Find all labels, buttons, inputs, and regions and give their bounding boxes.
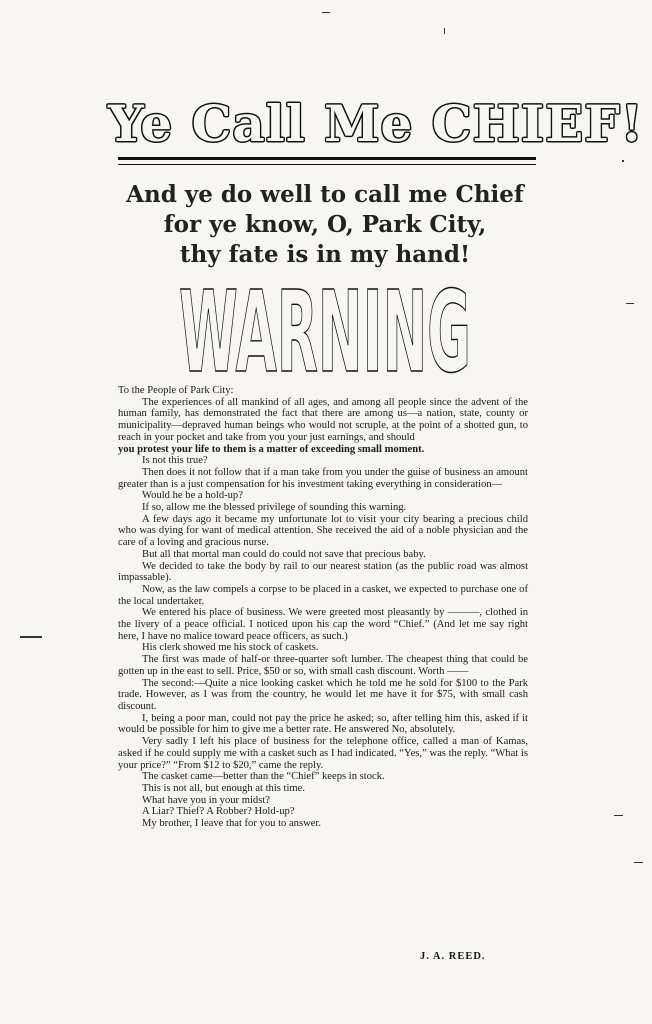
subtitle-line-3: thy fate is in my hand! bbox=[179, 241, 471, 268]
scan-mark bbox=[444, 28, 445, 34]
paragraph: Would he be a hold-up? bbox=[142, 490, 243, 502]
paragraph: The first was made of half-or three-quarter soft lumber. The cheapest thing that could be gotten up in the east to sell. Price, $50 or so, with small cash discount. Worth —— bbox=[118, 654, 528, 677]
paragraph: Very sadly I left his place of business for the telephone office, called a man of Kamas, asked if he could supply me with a casket such as I had indicated. “Yes,” was the reply. “What is your price?” “From $12 to $20,” came the reply. bbox=[118, 736, 528, 771]
paragraph: But all that mortal man could do could not save that precious baby. bbox=[142, 548, 426, 560]
salutation: To the People of Park City: bbox=[118, 385, 234, 396]
paragraph: you protest your life to them is a matter of exceeding small moment. bbox=[118, 443, 425, 455]
page-title: Ye Call Me CHIEF! bbox=[108, 94, 644, 153]
letter-body bbox=[118, 385, 528, 830]
paragraph: Is not this true? bbox=[142, 455, 208, 467]
scan-mark bbox=[614, 815, 623, 816]
scan-mark bbox=[634, 862, 643, 863]
paragraph: We decided to take the body by rail to our nearest station (as the public road was almost impassable). bbox=[118, 560, 528, 584]
paragraph: If so, allow me the blessed privilege of sounding this warning. bbox=[142, 502, 407, 514]
subtitle-line-1: And ye do well to call me Chief bbox=[126, 181, 524, 208]
paragraph: His clerk showed me his stock of caskets. bbox=[142, 642, 319, 654]
warning-banner-text: WARNING bbox=[179, 283, 471, 378]
warning-banner bbox=[175, 283, 475, 378]
paragraph: I, being a poor man, could not pay the price he asked; so, after telling him this, asked if it would be possible for him to give me a better rate. He answered No, absolutely. bbox=[118, 712, 528, 736]
paragraph: Then does it not follow that if a man take from you under the guise of business an amount greater than is a just compensation for his investment taking everything in consideration— bbox=[118, 466, 528, 490]
paragraph: A few days ago it became my unfortunate lot to visit your city bearing a precious child who was dying for want of medical attention. She received the aid of a noble physician and the care of a loving and gracious nurse. bbox=[118, 513, 528, 549]
paragraph: What have you in your midst? bbox=[142, 794, 270, 806]
paragraph: My brother, I leave that for you to answer. bbox=[142, 818, 322, 830]
scan-mark bbox=[626, 303, 634, 304]
title-rule bbox=[118, 157, 536, 165]
subtitle bbox=[100, 180, 550, 270]
paragraph: This is not all, but enough at this time. bbox=[142, 782, 306, 794]
scan-mark bbox=[622, 160, 624, 162]
scan-mark bbox=[322, 12, 330, 13]
paragraph: We entered his place of business. We were greeted most pleasantly by ———, clothed in the livery of a peace official. I noticed upon his cap the word “Chief.” (And let me say right here, I have no malice toward peace officers, as such.) bbox=[118, 607, 528, 642]
scan-mark bbox=[20, 636, 42, 638]
paragraph: The casket came—better than the “Chief” keeps in stock. bbox=[142, 771, 385, 783]
signature: J. A. REED. bbox=[420, 951, 486, 962]
paragraph: The second:—Quite a nice looking casket which he told me he sold for $100 to the Park trade. However, as I was from the country, he would let me have it for $75, with small cash discount. bbox=[118, 677, 528, 712]
paragraph: The experiences of all mankind of all ages, and among all people since the advent of the human family, has demonstrated the fact that there are among us—a nation, state, county or municipality—depraved human beings who would not scruple, at the point of a shotted gun, to reach in your pocket and take from you your just earnings, and should bbox=[118, 396, 528, 443]
subtitle-line-2: for ye know, O, Park City, bbox=[163, 211, 487, 238]
paragraph: A Liar? Thief? A Robber? Hold-up? bbox=[142, 806, 295, 818]
paragraph: Now, as the law compels a corpse to be placed in a casket, we expected to purchase one of the local undertaker. bbox=[118, 583, 528, 607]
warning-banner-svg bbox=[175, 283, 475, 378]
